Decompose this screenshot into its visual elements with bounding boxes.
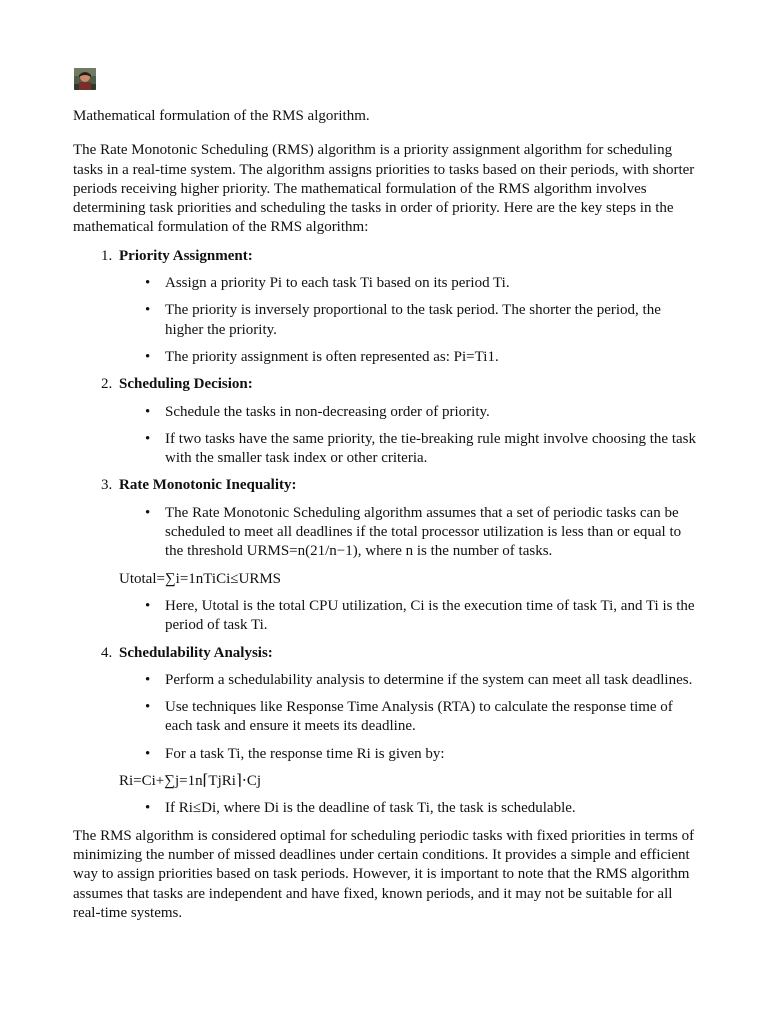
bullet-icon: •	[145, 403, 151, 420]
bullet-icon: •	[145, 671, 151, 688]
step-item	[73, 644, 698, 819]
formula-line: Ri=Ci+∑j=1n⌈TjRi⌉⋅Cj	[119, 773, 262, 790]
bullet-list	[119, 671, 698, 764]
formula-line: Utotal=∑i=1nTiCi≤URMS	[119, 570, 281, 587]
bullet-icon: •	[145, 348, 151, 365]
response-title: Mathematical formulation of the RMS algorithm.	[73, 108, 370, 124]
bullet-icon: •	[145, 800, 151, 817]
bullet-item: • If Ri≤Di, where Di is the deadline of task Ti, the task is schedulable.	[119, 799, 698, 818]
avatar-photo-icon	[74, 68, 96, 90]
bullet-item: • The priority assignment is often represented as: Pi=Ti1.	[119, 348, 698, 367]
bullet-list	[119, 274, 698, 367]
bullet-icon: •	[145, 504, 151, 521]
bullet-list	[119, 504, 698, 562]
step-number: 2.	[101, 376, 113, 393]
bullet-item: • Schedule the tasks in non-decreasing order of priority.	[119, 403, 698, 422]
step-item	[73, 476, 698, 635]
step-number: 3.	[101, 477, 113, 494]
bullet-icon: •	[145, 430, 151, 447]
step-title: Schedulability Analysis:	[119, 644, 273, 661]
bullet-icon: •	[145, 745, 151, 762]
step-title: Priority Assignment:	[119, 247, 253, 264]
step-title: Scheduling Decision:	[119, 376, 253, 393]
step-item	[73, 247, 698, 367]
bullet-icon: •	[145, 302, 151, 319]
conclusion-paragraph: The RMS algorithm is considered optimal for scheduling periodic tasks with fixed priorities in terms of minimizing the number of missed deadlines under certain conditions. It provides a simple and efficient way to assign priorities based on task periods. However, it is important to note that the RMS algorithm assumes that tasks are independent and have fixed, known periods, and it may not be suitable for all real-time systems.	[73, 827, 695, 921]
bullet-item: • For a task Ti, the response time Ri is given by:	[119, 745, 698, 764]
bullet-item: • Use techniques like Response Time Analysis (RTA) to calculate the response time of each task and ensure it meets its deadline.	[145, 699, 673, 735]
intro-paragraph: The Rate Monotonic Scheduling (RMS) algorithm is a priority assignment algorithm for scheduling tasks in a real-time system. The algorithm assigns priorities to tasks based on their periods, with shorter periods receiving higher priority. The mathematical formulation of the RMS algorithm involves determining task priorities and scheduling the tasks in order of priority. Here are the key steps in the mathematical formulation of the RMS algorithm:	[73, 142, 695, 236]
steps-list	[73, 247, 698, 819]
document-page	[73, 68, 698, 923]
bullet-list	[119, 597, 698, 636]
bullet-icon: •	[145, 699, 151, 716]
bullet-list	[119, 403, 698, 469]
step-item	[73, 375, 698, 468]
bullet-item: • The priority is inversely proportional to the task period. The shorter the period, the higher the priority.	[145, 302, 661, 338]
step-title: Rate Monotonic Inequality:	[119, 477, 297, 494]
avatar-icon[interactable]	[74, 68, 96, 90]
bullet-item: • If two tasks have the same priority, the tie-breaking rule might involve choosing the task with the smaller task index or other criteria.	[145, 430, 696, 467]
bullet-icon: •	[145, 275, 151, 292]
bullet-item: • Assign a priority Pi to each task Ti based on its period Ti.	[119, 274, 698, 293]
bullet-item: • Here, Utotal is the total CPU utilization, Ci is the execution time of task Ti, and Ti is the period of task Ti.	[145, 597, 695, 634]
step-number: 1.	[101, 247, 113, 264]
bullet-icon: •	[145, 597, 151, 614]
bullet-item: • Perform a schedulability analysis to determine if the system can meet all task deadlines.	[119, 671, 698, 690]
bullet-item: • The Rate Monotonic Scheduling algorithm assumes that a set of periodic tasks can be scheduled to meet all deadlines if the total processor utilization is less than or equal to the threshold URMS=n(21/n−1), where n is the number of tasks.	[145, 504, 682, 560]
bullet-list	[119, 799, 698, 818]
step-number: 4.	[101, 644, 113, 661]
